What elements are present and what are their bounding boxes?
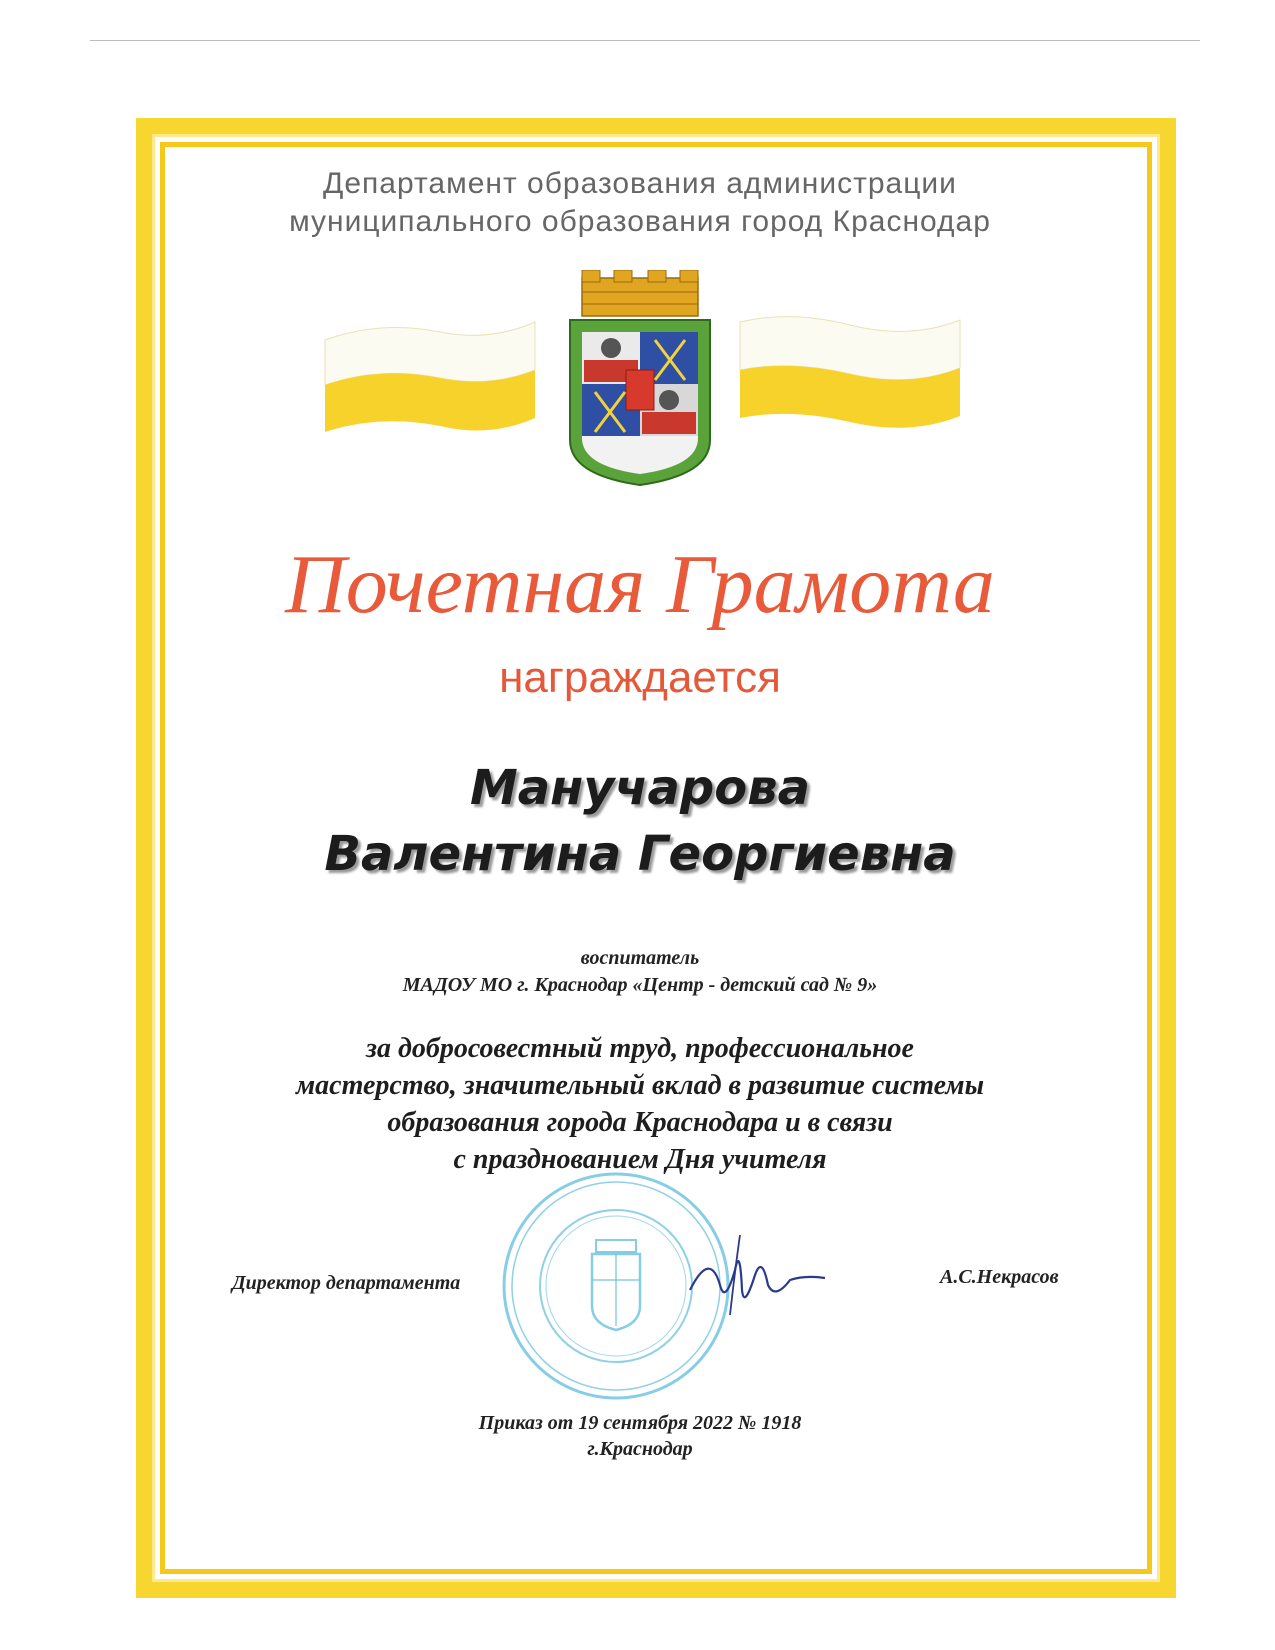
- award-reason: [240, 1030, 1040, 1178]
- scan-edge-line: [90, 40, 1200, 41]
- department-line-2: муниципального образования город Краснодар: [289, 205, 991, 238]
- signatory-title: Директор департамента: [232, 1272, 461, 1294]
- recipient-position: воспитатель: [580, 947, 700, 969]
- director-signature-icon: [680, 1230, 830, 1320]
- emblem-svg: [320, 270, 980, 500]
- recipient-given-names: Валентина Георгиевна: [324, 826, 956, 882]
- department-header: [220, 165, 1060, 241]
- awarded-label: награждается: [499, 653, 781, 702]
- certificate-title: Почетная Грамота: [285, 538, 995, 631]
- recipient-position-block: [240, 945, 1040, 999]
- crown-icon: [582, 270, 698, 316]
- left-flag-icon: [325, 322, 535, 432]
- reason-line: за добросовестный труд, профессиональное: [366, 1033, 914, 1064]
- signatory-name: А.С.Некрасов: [940, 1266, 1059, 1288]
- right-flag-icon: [740, 317, 960, 428]
- order-reference: [340, 1410, 940, 1462]
- emblem-with-flags: [320, 270, 980, 500]
- order-text: Приказ от 19 сентября 2022 № 1918: [478, 1412, 802, 1434]
- shield-icon: [570, 320, 710, 485]
- recipient-name: [220, 755, 1060, 887]
- recipient-surname: Манучарова: [469, 760, 811, 816]
- reason-line: с празднованием Дня учителя: [453, 1144, 827, 1175]
- order-place: г.Краснодар: [587, 1438, 693, 1460]
- recipient-organization: МАДОУ МО г. Краснодар «Центр - детский сад № 9»: [402, 974, 878, 996]
- reason-line: мастерство, значительный вклад в развитие системы: [295, 1070, 984, 1101]
- reason-line: образования города Краснодара и в связи: [387, 1107, 893, 1138]
- department-line-1: Департамент образования администрации: [323, 167, 957, 200]
